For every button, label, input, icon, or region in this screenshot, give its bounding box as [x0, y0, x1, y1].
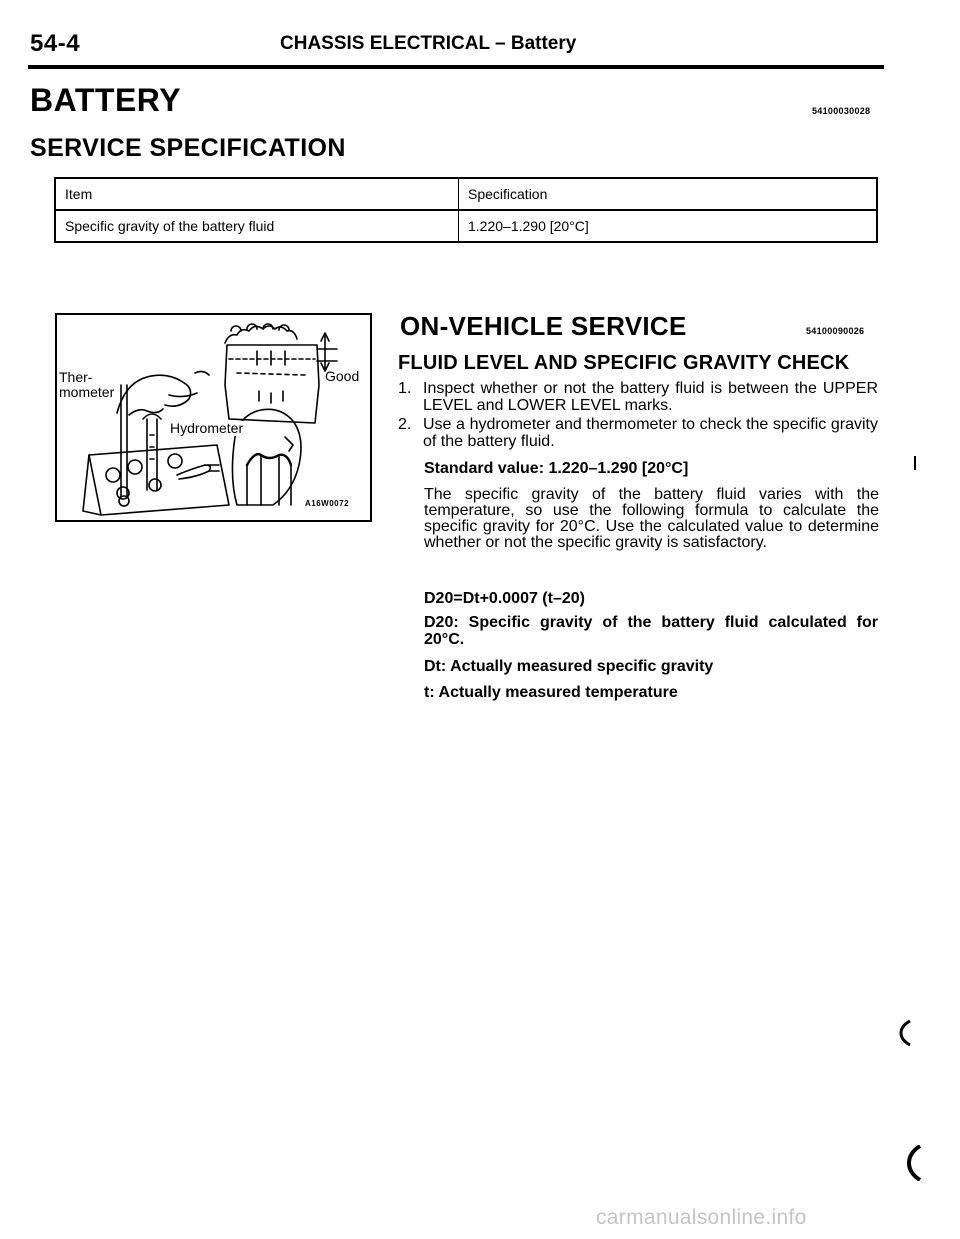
- definition-dt: Dt: Actually measured specific gravity: [424, 658, 714, 675]
- thermometer-label: [59, 370, 114, 400]
- step-1: [398, 380, 878, 416]
- margin-bracket: [906, 1145, 922, 1181]
- section-title: CHASSIS ELECTRICAL – Battery: [280, 33, 577, 54]
- formula: D20=Dt+0.0007 (t–20): [424, 590, 585, 607]
- table-row: [55, 210, 877, 242]
- column-header-specification: Specification: [459, 178, 878, 210]
- step-text: Use a hydrometer and thermometer to check the specific gravity of the battery fluid.: [423, 416, 878, 450]
- column-header-item: Item: [55, 178, 459, 210]
- margin-bracket: [898, 1020, 912, 1046]
- battery-check-figure: [55, 313, 372, 522]
- fluid-check-heading: FLUID LEVEL AND SPECIFIC GRAVITY CHECK: [398, 352, 850, 374]
- definition-d20: [424, 614, 878, 648]
- on-vehicle-service-heading: ON-VEHICLE SERVICE: [400, 311, 687, 341]
- hydrometer-label: Hydrometer: [170, 420, 244, 436]
- watermark: carmanualsonline.info: [596, 1206, 807, 1229]
- header-rule: [28, 65, 884, 69]
- definition-t: t: Actually measured temperature: [424, 684, 678, 701]
- table-cell-specification: 1.220–1.290 [20°C]: [459, 210, 878, 242]
- step-2: [398, 416, 878, 452]
- table-cell-item: Specific gravity of the battery fluid: [55, 210, 459, 242]
- title-code: 54100030028: [812, 106, 871, 116]
- table-header-row: [55, 178, 877, 210]
- explanation-paragraph: The specific gravity of the battery fluid varies with the temperature, so use the following formula to calculate the specific gravity for 20°C. Use the calculated value to determine whether or not the specific gravity is satisfactory.: [424, 486, 879, 551]
- margin-mark: [914, 456, 916, 470]
- step-text: Inspect whether or not the battery fluid is between the UPPER LEVEL and LOWER LEVEL marks.: [423, 380, 878, 414]
- page-title: BATTERY: [30, 82, 182, 118]
- figure-code: A16W0072: [305, 499, 350, 508]
- thermometer-label-line2: mometer: [59, 384, 115, 400]
- step-number: 1.: [398, 380, 412, 397]
- standard-value: Standard value: 1.220–1.290 [20°C]: [424, 460, 689, 477]
- service-spec-heading: SERVICE SPECIFICATION: [30, 134, 346, 162]
- definition-d20-text: D20: Specific gravity of the battery fluid calculated for 20°C.: [424, 614, 878, 648]
- spec-table: [54, 177, 878, 243]
- battery-hydrometer-illustration: [57, 315, 370, 520]
- page-number: 54-4: [30, 30, 81, 57]
- thermometer-label-line1: Ther-: [59, 370, 114, 385]
- step-number: 2.: [398, 416, 412, 433]
- good-label: Good: [325, 368, 360, 384]
- on-vehicle-code: 54100090026: [806, 326, 865, 336]
